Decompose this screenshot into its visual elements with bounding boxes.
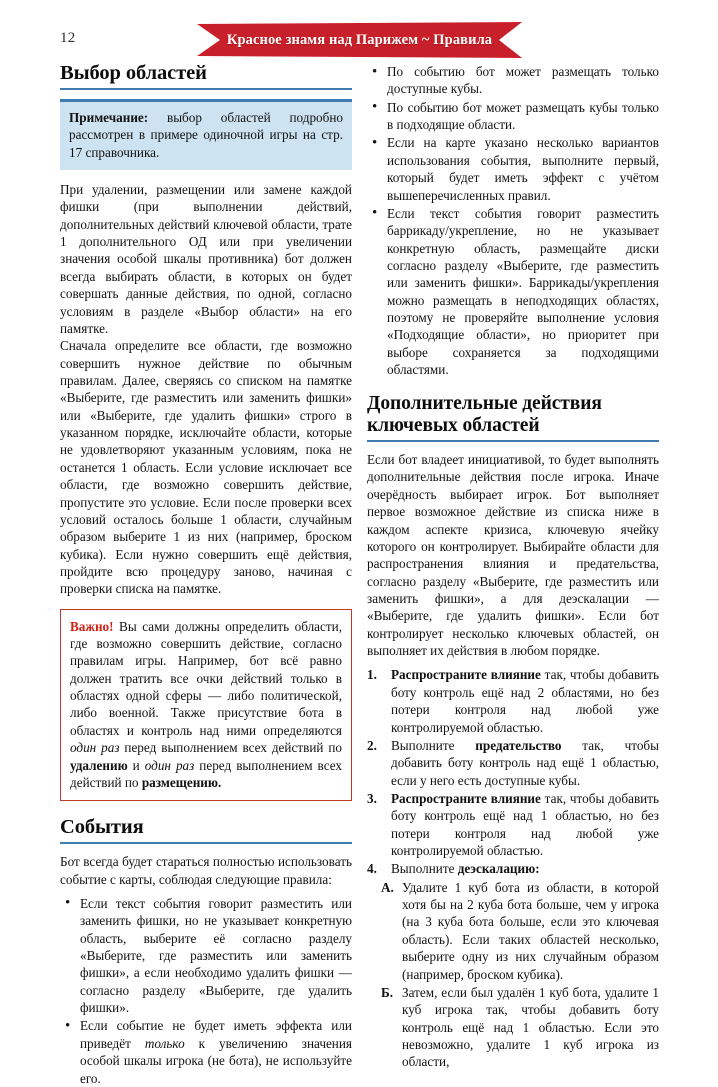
list-item-text: так, чтобы добавить боту контроль над ещё 1 областью, если у него есть доступные кубы. xyxy=(391,737,659,788)
list-letter: А. xyxy=(381,879,394,895)
list-item-bold: Распространите влияние xyxy=(391,667,541,683)
important-em-2: один раз xyxy=(144,757,195,773)
important-text xyxy=(70,618,342,792)
page-columns xyxy=(0,62,718,1086)
list-item-text: так, чтобы добавить боту контроль ещё над 1 областью, но без потери контроля над любой уже контролируемой областью. xyxy=(391,790,660,859)
important-bold-2: размещению. xyxy=(141,774,222,790)
list-item-text: Удалите 1 куб бота из области, в которой хотя бы на 2 куба бота больше, чем у игрока (на 3 куба бота больше, если это ключевая область). Если таких областей несколько, выберите одну из них случайным образом (например, броском кубика). xyxy=(402,879,659,982)
important-part-4: перед выполнением всех действий по xyxy=(70,757,342,790)
page-header xyxy=(0,0,718,62)
list-number: 1. xyxy=(367,667,377,683)
list-item xyxy=(381,984,659,1071)
list-item-pre: Выполните xyxy=(391,861,458,877)
note-label: Примечание: xyxy=(69,109,149,125)
list-item-text: так, чтобы добавить боту контроль ещё над 2 областями, но без потери контроля над любой уже контролируемой областью. xyxy=(391,667,660,735)
note-body: выбор областей подробно рассмотрен в примере одиночной игры на стр. 17 справочника. xyxy=(69,109,343,160)
heading-events: События xyxy=(60,816,352,844)
events-bullet-list-continued xyxy=(367,63,659,378)
events-bullet-list xyxy=(60,895,352,1087)
deescalation-sublist xyxy=(367,879,659,1071)
list-item: • Если текст события говорит разместить баррикаду/укрепление, но не указывает конкретную область, размещайте диски согласно разделу «Выберите, где разместить или заменить фишки». Баррикады/укрепления можно размещать в неподходящих областях, поэтому не проверяйте выполнение условия «Подходящие области», но приоритет при выборе сохраняется за подходящими областями. xyxy=(367,205,659,379)
banner-title: Красное знамя над Парижем ~ Правила xyxy=(226,31,493,48)
paragraph-region-selection-1: При удалении, размещении или замене каждой фишки (при выполнении действий, дополнительных действий ключевой области, трате 1 дополнительного ОД или при увеличении значения особой шкалы противника) бот должен всегда выбирать области, в которых он будет совершать данные действия, по одной, согласно условиям в разделе «Выбор области» на его памятке. xyxy=(60,182,352,336)
right-column xyxy=(367,62,659,1071)
key-region-action-list xyxy=(367,666,659,877)
heading-region-selection: Выбор областей xyxy=(60,62,352,90)
bullet-part-2: к увеличению значения особой шкалы игрока (не бота), не используйте его. xyxy=(80,1035,352,1086)
list-item-bold: предательство xyxy=(475,737,562,753)
important-part-2: перед выполнением всех действий по xyxy=(119,740,342,756)
paragraph-events-intro: Бот всегда будет стараться полностью использовать событие с карты, соблюдая следующие правила: xyxy=(60,854,352,887)
list-number: 3. xyxy=(367,790,377,806)
list-number: 2. xyxy=(367,737,377,753)
list-item: • По событию бот может размещать только доступные кубы. xyxy=(367,63,659,98)
title-banner xyxy=(197,22,522,60)
list-item xyxy=(381,879,659,983)
important-part-3: и xyxy=(127,757,145,773)
list-letter: Б. xyxy=(381,984,394,1000)
important-callout xyxy=(60,609,352,802)
list-item xyxy=(60,1017,352,1086)
bullet-em-1: только xyxy=(144,1035,185,1051)
heading-line-1: Дополнительные действия xyxy=(367,393,602,415)
bullet-part-1: Если событие не будет иметь эффекта или приведёт xyxy=(80,1018,352,1051)
note-text xyxy=(69,109,343,161)
paragraph-region-selection-2: Сначала определите все области, где возможно совершить нужное действие по обычным правилам. Далее, сверяясь со списком на памятке «Выберите, где разместить или заменить фишки» или «Выберите, где удалить фишки» строго в указанном порядке, исключайте области, которые не удовлетворяют указанным условиям, пока не останется 1 область. Если условие исключает все области, где возможно совершить действие, пропустите это условие. Если после проверки всех условий осталось больше 1 области, случайным образом выберите 1 из них (например, броском кубика). Если нужно совершить ещё действия, пройдите всю процедуру заново, начиная с проверки списка на памятке. xyxy=(60,338,352,597)
heading-line-2: ключевых областей xyxy=(367,415,540,437)
list-item-bold: Распространите влияние xyxy=(391,790,541,806)
important-bold-1: удалению xyxy=(70,757,128,773)
list-number: 4. xyxy=(367,861,377,877)
list-item xyxy=(367,666,659,735)
paragraph-key-region-actions: Если бот владеет инициативой, то будет выполнять дополнительные действия после игрока. Иначе очерёдность выбирает игрок. Бот выполняет первое возможное действие из списка ниже в каждом аспекте кризиса, ключевую ячейку которого он контролирует. Выбирайте области для распространения влияния и предательства, согласно разделу «Выберите, где разместить или заменить фишки», а для деэскалации — «Выберите, где удалить фишки». Если бот контролирует несколько ключевых областей, он выполняет их действия в любом порядке. xyxy=(367,452,659,659)
list-item: • Если на карте указано несколько вариантов использования события, выполните первый, который будет иметь эффект с учётом вышеперечисленных правил. xyxy=(367,134,659,203)
heading-key-region-actions xyxy=(367,393,659,442)
page-number: 12 xyxy=(60,30,76,46)
important-part-1: Вы сами должны определить области, где возможно совершить действие, согласно правилам игры. Например, бот всё равно должен тратить все очки действий только в областях одной сферы — либо политической, либо военной. Также присутствие бота в областях и контроль над ними определяются xyxy=(70,618,342,738)
list-item xyxy=(367,860,659,877)
list-item: • По событию бот может размещать кубы только в подходящие области. xyxy=(367,99,659,134)
list-item-bold: деэскалацию: xyxy=(457,861,540,877)
list-item xyxy=(367,737,659,789)
important-label: Важно! xyxy=(70,618,114,634)
important-em-1: один раз xyxy=(70,740,120,756)
list-item-pre: Выполните xyxy=(391,737,476,753)
left-column xyxy=(60,62,352,1087)
note-callout xyxy=(60,99,352,170)
list-item xyxy=(367,790,659,859)
list-item: • Если текст события говорит разместить или заменить фишки, но не указывает конкретную область, выберите её согласно разделу «Выберите, где разместить или заменить фишки», а если необходимо удалить фишки — согласно разделу «Выберите, где удалить фишки». xyxy=(60,895,352,1017)
list-item-text: Затем, если был удалён 1 куб бота, удалите 1 куб игрока так, чтобы добавить боту контроль ещё над 1 областью. Если это невозможно, удалите 1 куб игрока из области, xyxy=(402,984,659,1070)
